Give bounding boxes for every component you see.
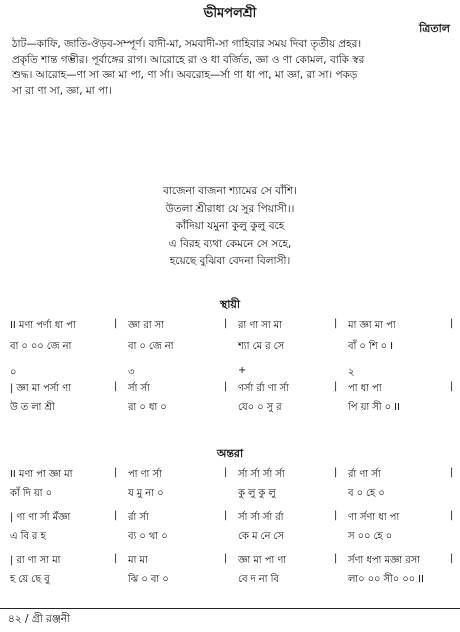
sthayi-cell: রা ০ ধা ০	[128, 402, 167, 413]
intro-line: প্রকৃতি শান্ত গম্ভীর। পূর্বাঙ্গের রাগ। আরোহে রা ও ধা বর্জিত, জ্ঞা ও ণা কোমল, বাকি স্বর	[12, 53, 365, 66]
intro-line: সা রা ণা সা, জ্ঞা, মা পা।	[12, 84, 112, 97]
bar-line: |	[224, 467, 228, 478]
bar-line: |	[450, 510, 454, 521]
bar-line: |	[114, 467, 118, 478]
sthayi-cell: +	[238, 365, 247, 376]
antara-cell: কু লু কু লু	[238, 488, 276, 499]
sthayi-cell: শ্যা মে র সে	[238, 341, 285, 352]
sthayi-cell: বা ০ জে না	[128, 341, 174, 352]
antara-cell: ণা র্সণা ধা পা	[348, 512, 400, 523]
intro-line: শুদ্ধ। আরোহ—ণা সা জ্ঞা মা পা, ণা র্সা। অবরোহ—র্সা ণা ধা পা, মা জ্ঞা, রা সা। পকড়	[12, 69, 358, 82]
bar-line: |	[114, 553, 118, 564]
antara-cell: II মণা পা জ্ঞা মা	[10, 469, 73, 480]
lyric-line: এ বিরহ ব্যথা কেমনে সে সহে,	[168, 237, 292, 250]
bar-line: |	[114, 381, 118, 392]
bar-line: |	[334, 467, 338, 478]
sthayi-cell: উ ত লা শ্রী	[10, 402, 55, 413]
page-footer: ৪২ / গ্রী রঞ্জনী	[8, 613, 71, 625]
antara-row	[10, 553, 454, 569]
antara-cell: ব ০ হে ০	[348, 488, 385, 499]
antara-cell: র্রা ণা র্সা	[348, 469, 381, 480]
bar-line: |	[114, 510, 118, 521]
bar-line: |	[334, 318, 338, 329]
antara-cell: ব্য ০ থা ০	[128, 531, 168, 542]
bar-line: |	[224, 318, 228, 329]
antara-row	[10, 486, 454, 502]
antara-cell: মা মা	[128, 555, 148, 566]
lyric-line: কাঁদিয়া যমুনা কুলু কুলু বহে	[175, 220, 285, 233]
antara-row	[10, 467, 454, 483]
lyric-line: উতলা শ্রীরাধা যে সুর পিয়াসী।।	[165, 202, 295, 215]
bar-line: |	[450, 553, 454, 564]
antara-cell: ঝি ০ বা ০	[128, 574, 169, 585]
bar-line: |	[224, 381, 228, 392]
sthayi-cell: মা জ্ঞা মা পা	[348, 320, 396, 331]
bar-line: |	[334, 381, 338, 392]
bar-line: |	[224, 510, 228, 521]
antara-cell: বে দ না বি	[238, 574, 279, 585]
footer-divider	[0, 608, 460, 609]
raga-description	[12, 37, 452, 99]
antara-cell: | ণা ণা র্সা মঁজ্ঞা	[10, 512, 71, 523]
bar-line: |	[334, 510, 338, 521]
antara-cell: কে ম নে সে	[238, 531, 284, 542]
antara-row	[10, 529, 454, 545]
antara-cell: কাঁ দি য়া ০	[10, 488, 52, 499]
antara-cell: য মু না ০	[128, 488, 164, 499]
sthayi-cell: র্সা র্সা	[128, 383, 150, 394]
sthayi-cell: পি য়া সী ০ II	[348, 402, 400, 413]
sthayi-cell: বা ০ ০০ জে না	[10, 341, 72, 352]
bar-line: |	[450, 318, 454, 329]
antara-cell: র্রা র্সা	[128, 512, 149, 523]
sthayi-cell: বাঁ ০ শি ০ I	[348, 341, 393, 352]
sthayi-row	[10, 318, 454, 334]
sthayi-heading: স্থায়ী	[219, 298, 241, 311]
antara-row	[10, 510, 454, 526]
bar-line: |	[114, 318, 118, 329]
sthayi-cell: ২	[348, 367, 355, 378]
antara-cell: লা০ ০০ সী০ ০০ II	[348, 574, 424, 585]
antara-cell: র্সা র্সা র্সা র্রা	[238, 512, 284, 523]
sthayi-row	[10, 381, 454, 397]
lyric-line: বাজেনা বাজনা শ্যামের সে বাঁশি।	[163, 185, 297, 197]
sthayi-cell: ০	[10, 367, 17, 378]
sthayi-row	[10, 400, 454, 416]
antara-cell: এ বি র হ	[10, 531, 46, 542]
sthayi-cell: ণর্সা র্রা ণা র্সা	[238, 383, 289, 394]
sthayi-cell: | জ্ঞা মা পর্সা ণা	[10, 383, 71, 394]
antara-heading: অন্তরা	[216, 447, 244, 460]
antara-cell: পা ণা র্সা	[128, 469, 162, 480]
sthayi-cell: রা ণা সা মা	[238, 320, 282, 331]
sthayi-cell: পা ধা পা	[348, 383, 382, 394]
bar-line: |	[450, 381, 454, 392]
sthayi-cell: জ্ঞা রা সা	[128, 320, 164, 331]
antara-cell: | রা ণা সা মা	[10, 555, 61, 566]
antara-row	[10, 572, 454, 588]
bar-line: |	[450, 467, 454, 478]
sthayi-row	[10, 339, 454, 355]
taal-label: ত্রিতাল	[419, 22, 450, 35]
sthayi-cell: ৩	[128, 367, 135, 378]
antara-cell: জ্ঞা মা পা ণা	[238, 555, 287, 566]
bar-line: |	[224, 553, 228, 564]
antara-cell: স ০০ হে ০	[348, 531, 393, 542]
intro-line: ঠাট—কাফি, জাতি-ঔড়ব-সম্পূর্ণ। বাদী-মা, সমবাদী-সা গাহিবার সময় দিবা তৃতীয় প্রহর।	[12, 38, 362, 50]
lyric-line: হয়েছে বুঝিবা বেদনা বিলাসী।	[169, 255, 291, 268]
sthayi-cell: II মণা পর্ণা ধা পা	[10, 320, 76, 331]
antara-cell: হ য়ে ছে বু	[10, 574, 50, 585]
antara-cell: র্সণা ধপা মজ্ঞা রসা	[348, 555, 420, 566]
sthayi-cell: যে০ ০ সু র	[238, 402, 282, 413]
antara-cell: র্সা র্সা র্সা র্সা	[238, 469, 285, 480]
sthayi-row	[10, 365, 454, 381]
bar-line: |	[334, 553, 338, 564]
page-title: ভীমপলশ্রী	[203, 6, 257, 21]
song-lyrics	[0, 183, 460, 271]
